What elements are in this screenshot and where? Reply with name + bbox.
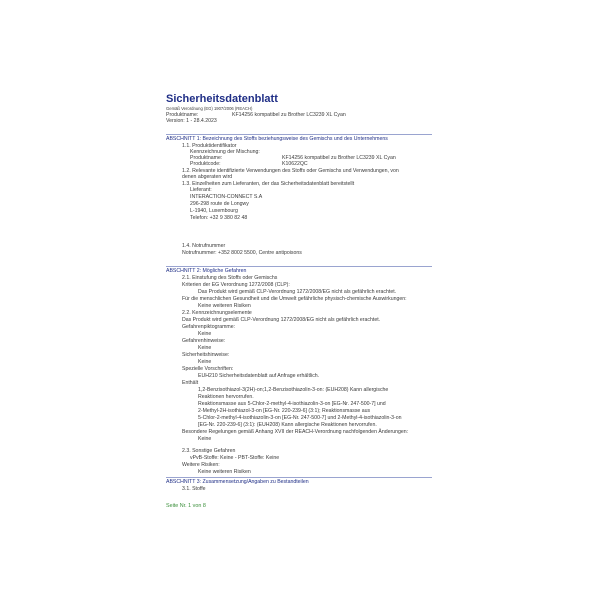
section-2-line: Reaktionsmasse aus 5-Chlor-2-methyl-4-isothiazolin-3-on [EG-Nr. 247-500-7] und xyxy=(198,401,386,407)
section-2-divider xyxy=(166,266,432,267)
section-2-heading: ABSCHNITT 2: Mögliche Gefahren xyxy=(166,268,247,274)
regulation-line: Gemäß Verordnung (EG) 1907/2006 (REACH) xyxy=(166,106,253,111)
section-3-1: 3.1. Stoffe xyxy=(182,486,206,492)
product-name-label: Produktname: xyxy=(166,112,199,118)
section-3-divider xyxy=(166,477,432,478)
document-title: Sicherheitsdatenblatt xyxy=(166,93,278,105)
section-2-line: 5-Chlor-2-methyl-4-isothiazolin-3-on [EG-Nr. 247-500-7] und 2-Methyl-4-isothiazolin-3-on xyxy=(198,415,402,421)
section-1-2: 1.2. Relevante identifizierte Verwendungen des Stoffs oder Gemischs und Verwendungen, von xyxy=(182,168,399,174)
section-2-line: Reaktionen hervorrufen. xyxy=(198,394,254,400)
section-1-1: 1.1. Produktidentifikator xyxy=(182,143,237,149)
product-value: KF14256 kompatibel zu Brother LC3239 XL Cyan xyxy=(282,155,396,161)
section-2-line: Keine xyxy=(198,345,212,351)
product-code-value: K10622QC xyxy=(282,161,308,167)
section-2-line: Das Produkt wird gemäß CLP-Verordnung 1272/2008/EG nicht als gefährlich erachtet. xyxy=(182,317,381,323)
section-1-heading: ABSCHNITT 1: Bezeichnung des Stoffs beziehungsweise des Gemischs und des Unternehmens xyxy=(166,136,388,142)
supplier-name: INTERACTION-CONNECT S.A xyxy=(190,194,263,200)
section-2-line: [EG-Nr. 220-239-6] (3:1): (EUH208) Kann allergische Reaktionen hervorrufen. xyxy=(198,422,377,428)
mixture-label: Kennzeichnung der Mischung: xyxy=(190,149,260,155)
section-2-line: Spezielle Vorschriften: xyxy=(182,366,234,372)
product-label: Produktname: xyxy=(190,155,223,161)
version-line: Version: 1 - 28.4.2023 xyxy=(166,118,217,124)
section-2-line: Enthält xyxy=(182,380,199,386)
section-2-line: Das Produkt wird gemäß CLP-Verordnung 1272/2008/EG nicht als gefährlich erachtet. xyxy=(198,289,397,295)
section-2-line: Für die menschlichen Gesundheit und die Umwelt gefährliche physisch-chemische Auswirkungen: xyxy=(182,296,407,302)
section-2-line: Keine xyxy=(198,436,212,442)
section-2-line: Keine xyxy=(198,331,212,337)
section-2-line: 2.1. Einstufung des Stoffs oder Gemischs xyxy=(182,275,278,281)
section-3-heading: ABSCHNITT 3: Zusammensetzung/Angaben zu Bestandteilen xyxy=(166,479,309,485)
supplier-phone: Telefon: +32 9 380 82 48 xyxy=(190,215,248,221)
section-2-line: 2.2. Kennzeichnungselemente xyxy=(182,310,252,316)
section-2-line: EUH210 Sicherheitsdatenblatt auf Anfrage erhältlich. xyxy=(198,373,320,379)
section-1-divider xyxy=(166,134,432,135)
section-2-line: 2-Methyl-2H-isothiazol-3-on [EG-Nr. 220-239-6] (3:1); Reaktionsmasse aus xyxy=(198,408,371,414)
section-1-3: 1.3. Einzelheiten zum Lieferanten, der das Sicherheitsdatenblatt bereitstellt xyxy=(182,181,355,187)
section-1-4: 1.4. Notrufnummer xyxy=(182,243,226,249)
section-2-line: Keine weiteren Risiken xyxy=(198,469,251,475)
supplier-label: Lieferant: xyxy=(190,187,212,193)
section-2-line: Keine xyxy=(198,359,212,365)
product-name-value: KF14256 kompatibel zu Brother LC3239 XL Cyan xyxy=(232,112,346,118)
emergency-number: Notrufnummer: +352 8002 5500, Centre antipoisons xyxy=(182,250,302,256)
section-2-line: Weitere Risiken: xyxy=(182,462,220,468)
section-2-line: 1,2-Benzisothiazol-3(2H)-on;1,2-Benzisothiazolin-3-on: (EUH208) Kann allergische xyxy=(198,387,389,393)
section-2-line: 2.3. Sonstige Gefahren xyxy=(182,448,236,454)
supplier-street: 296-298 route de Longwy xyxy=(190,201,249,207)
page-number: Seite Nr. 1 von 8 xyxy=(166,503,206,509)
section-2-line: vPvB-Stoffe: Keine - PBT-Stoffe: Keine xyxy=(190,455,280,461)
section-2-line: Gefahrenhinweise: xyxy=(182,338,226,344)
section-2-line: Sicherheitshinweise: xyxy=(182,352,230,358)
section-2-line: Gefahrenpiktogramme: xyxy=(182,324,236,330)
section-2-line: Keine weiteren Risiken xyxy=(198,303,251,309)
section-2-line: Kriterien der EG Verordnung 1272/2008 (CLP): xyxy=(182,282,290,288)
section-1-2-cont: denen abgeraten wird xyxy=(182,174,233,180)
supplier-city: L-1940, Luxembourg xyxy=(190,208,238,214)
section-2-line: Besondere Regelungen gemäß Anhang XVII der REACH-Verordnung nachfolgenden Änderungen: xyxy=(182,429,409,435)
product-code-label: Produktcode: xyxy=(190,161,221,167)
